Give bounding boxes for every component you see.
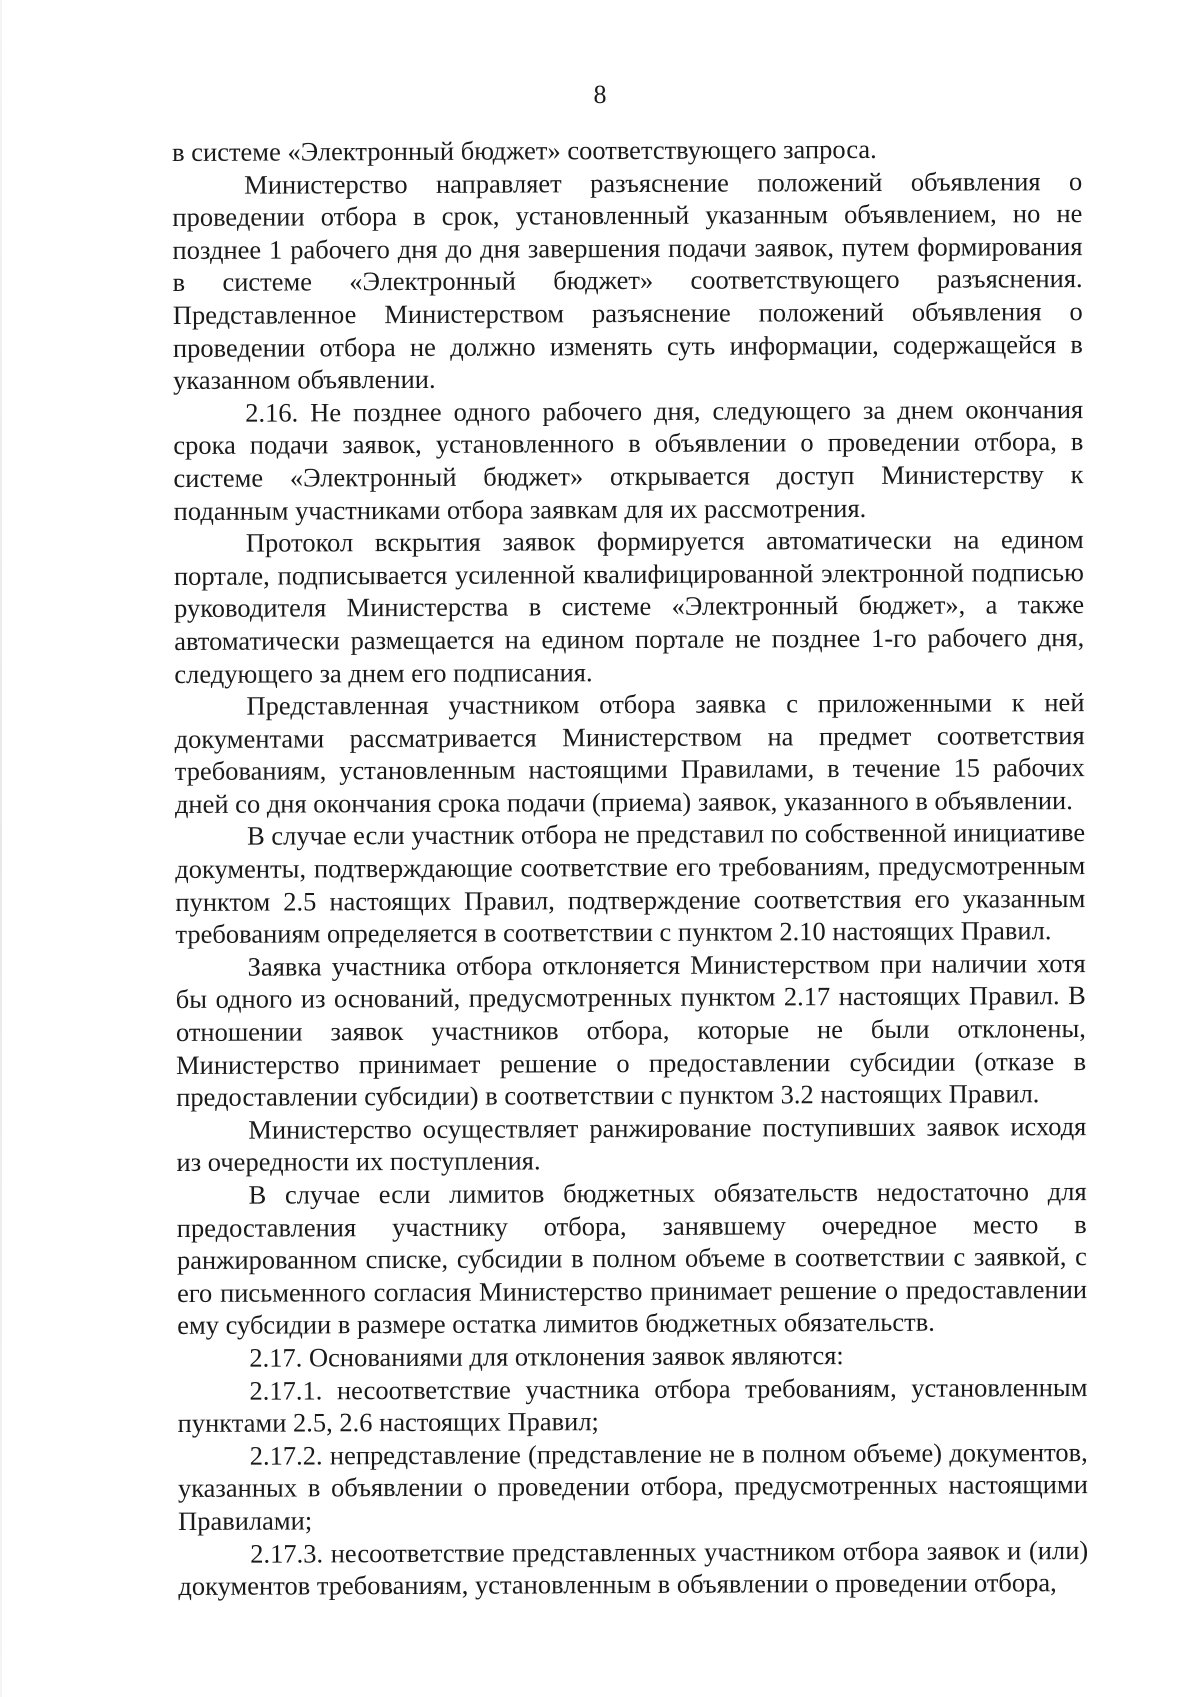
- paragraph-2-16: 2.16. Не позднее одного рабочего дня, следующего за днем окончания срока подачи заявок, установленного в объявлении о проведении отбора, в системе «Электронный бюджет» открывается доступ Министерству к поданным участниками отбора заявкам для их рассмотрения.: [173, 393, 1084, 526]
- paragraph-documents-check: В случае если участник отбора не представил по собственной инициативе документы, подтверждающие соответствие его требованиям, предусмотренным пунктом 2.5 настоящих Правил, подтверждение соответствия его указанным требованиям определяется в соответствии с пунктом 2.10 настоящих Правил.: [175, 817, 1086, 950]
- document-body: [172, 132, 1088, 1603]
- paragraph-2-17-2: 2.17.2. непредставление (представление не в полном объеме) документов, указанных в объявлении о проведении отбора, предусмотренных настоящими Правилами;: [177, 1436, 1088, 1536]
- paragraph-2-17-3: 2.17.3. несоответствие представленных участником отбора заявок и (или) документов требованиям, установленным в объявлении о проведении отбора,: [178, 1534, 1089, 1602]
- paragraph-application-review: Представленная участником отбора заявка с приложенными к ней документами рассматривается Министерством на предмет соответствия требованиям, установленным настоящими Правилами, в течение 15 рабочих дней со дня окончания срока подачи (приема) заявок, указанного в объявлении.: [174, 687, 1085, 819]
- paragraph-opening-protocol: Протокол вскрытия заявок формируется автоматически на едином портале, подписывается усиленной квалифицированной электронной подписью руководителя Министерства в системе «Электронный бюджет», а также автоматически размещается на едином портале не позднее 1-го рабочего дня, следующего за днем его подписания.: [173, 524, 1085, 689]
- page-number: 8: [593, 80, 607, 109]
- paragraph-application-rejection: Заявка участника отбора отклоняется Министерством при наличии хотя бы одного из оснований, предусмотренных пунктом 2.17 настоящих Правил. В отношении заявок участников отбора, которые не были отклонены, Министерство принимает решение о предоставлении субсидии (отказе в предоставлении субсидии) в соответствии с пунктом 3.2 настоящих Правил.: [175, 947, 1087, 1113]
- paragraph-ranking: Министерство осуществляет ранжирование поступивших заявок исходя из очередности их поступления.: [176, 1110, 1087, 1178]
- paragraph-2-17-1: 2.17.1. несоответствие участника отбора требованиям, установленным пунктами 2.5, 2.6 настоящих Правил;: [177, 1371, 1088, 1439]
- scan-edge: [0, 0, 2, 1697]
- paragraph-2-17: 2.17. Основаниями для отклонения заявок являются:: [249, 1340, 844, 1373]
- paragraph-clarification: Министерство направляет разъяснение положений объявления о проведении отбора в срок, установленный указанным объявлением, но не позднее 1 рабочего дня до дня завершения подачи заявок, путем формирования в системе «Электронный бюджет» соответствующего разъяснения. Представленное Министерством разъяснение положений объявления о проведении отбора не должно изменять суть информации, содержащейся в указанном объявлении.: [172, 165, 1083, 396]
- paragraph-budget-limits: В случае если лимитов бюджетных обязательств недостаточно для предоставления участнику отбора, занявшему очередное место в ранжированном списке, субсидии в полном объеме в соответствии с заявкой, с его письменного согласия Министерство принимает решение о предоставлении ему субсидии в размере остатка лимитов бюджетных обязательств.: [176, 1176, 1088, 1341]
- paragraph-continuation: в системе «Электронный бюджет» соответствующего запроса.: [172, 133, 877, 167]
